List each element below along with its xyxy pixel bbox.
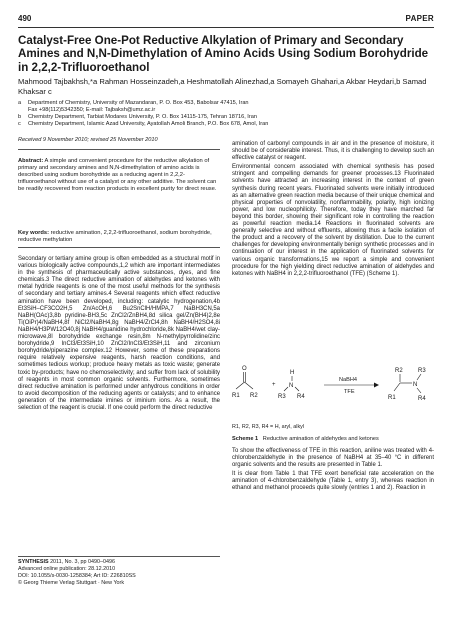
product-r3: R3: [418, 368, 426, 374]
running-header: [18, 14, 434, 26]
abstract-text: A simple and convenient procedure for the reductive alkylation of primary and secondary amines and N,N-dimethylation of amino acids is described using sodium borohydride as a reducing agent in 2,2,2-trifluoroethanol without use of a catalyst or any other additive. The solvent can be readily recovered from reaction products in excellent purity for direct reuse.: [18, 158, 217, 193]
amine-hydrogen: H: [290, 370, 295, 376]
affiliations: [18, 100, 434, 128]
c-r2-bond: [245, 382, 254, 389]
solvent-label: TFE: [344, 389, 355, 395]
keywords-label: Key words:: [18, 230, 49, 236]
r4-label: R4: [297, 394, 305, 400]
product-r1: R1: [388, 395, 396, 401]
body-left-column: [18, 256, 220, 414]
body-paragraph: amination of carbonyl compounds in air and in the presence of moisture, it should be of considerable interest. Thus, it is challenging to develop such an effective catalyst or reagent.: [232, 141, 434, 162]
scheme-caption-text: Reductive amination of aldehydes and ketones: [262, 436, 379, 442]
r-group-definition: R1, R2, R3, R4 = H, aryl, alkyl: [232, 424, 305, 430]
arrow-head: [374, 383, 379, 388]
article-title: Catalyst-Free One-Pot Reductive Alkylation of Primary and Secondary Amines and N,N-Dimethylation of Amino Acids Using Sodium Borohydride in 2,2,2-Trifluoroethanol: [18, 34, 429, 74]
scheme-graphic: [232, 360, 434, 422]
c-r1-bond: [236, 382, 245, 389]
doi-line: DOI: 10.1055/s-0030-1258384; Art ID: Z26810SS: [18, 573, 136, 580]
product-r4: R4: [418, 396, 426, 402]
journal-line: [18, 559, 220, 566]
copyright-line: © Georg Thieme Verlag Stuttgart · New York: [18, 580, 125, 587]
section-label: PAPER: [405, 14, 434, 23]
product-n-r4-bond: [417, 388, 421, 393]
journal-name: SYNTHESIS: [18, 559, 49, 565]
header-rule: [18, 27, 434, 28]
amine-nitrogen: N: [289, 383, 294, 389]
publication-footer: [18, 559, 220, 587]
product-n-r3-bond: [417, 374, 421, 380]
product-c-r1-bond: [394, 383, 400, 391]
r2-label: R2: [250, 393, 258, 399]
body-paragraph: It is clear from Table 1 that TFE exert beneficial rate acceleration on the amination of 4-chlorobenzaldehyde (Table 1, entry 3), whereas reaction in ethanol and methanol proceeds quite slowly (entries 1 and 2). Reaction in: [232, 471, 434, 492]
product-nitrogen: N: [413, 382, 418, 388]
body-paragraph: To show the effectiveness of TFE in this reaction, aniline was treated with 4-chlorobenzaldehyde in the presence of NaBH4 at 35–40 °C in different organic solvents and the results are presented in Table 1.: [232, 448, 434, 469]
affiliation-b: b Chemistry Department, Tarbiat Modares University, P. O. Box 14115-175, Tehran 18716, Iran: [18, 114, 257, 121]
reaction-scheme: [232, 360, 434, 440]
n-r3-bond: [284, 387, 288, 391]
advanced-online: Advanced online publication: 28.12.2010: [18, 566, 116, 573]
body-paragraph: Secondary or tertiary amine group is often embedded as a structural motif in various biologically active compounds,1,2 which are important intermediates in the synthesis of pharmaceutically active substances, dyes, and fine chemicals.3 The direct reductive amination of aldehydes and ketones with metal hydride reagents is one of the most useful methods for the synthesis of secondary and tertiary amines.4 Several reagents which effect reductive amination have been developed, including: catalytic hydrogenation,4b Et3SiH–CF3CO2H,5 Zn/AcOH,6 Bu2SnClH/HMPA,7 NaBH3CN,5a NaBH(OAc)3,8b pyridine-BH3,5c ZnCl2/ZnBH4,8d silica gel/Zn(BH4)2,8e Ti(OiPr)4/NaBH4,8f NiCl2/NaBH4,8g NaBH4/ZrCl4,8h NaBH4/H2SO4,8i NaBH4/H3PW12O40,8j NaBH4/guanidine hydrochloride,8k NaBH4/wet clay-microwave,8l borohydride exchange resin,8m N-methylpyrrolidine/zinc borohydride,9 InCl3/Et3SiH,10 ZnCl2/InCl3/Et3SiH,11 and zirconium borohydride/piperazine complex.12 However, some of these preparations require relatively expensive reagents, harsh reaction conditions, and sometimes tedious workup; produce heavy metals as toxic waste; generate toxic by-products; have no chemoselectivity; and suffer from lack of solubility of reagents in most common organic solvents. Furthermore, sometimes direct reductive amination is performed under anhydrous conditions in order to avoid decomposition of the reducing agents or catalysts; and to enhance generation of the intermediate imines or iminium ions. As a result, the selection of the reagent is crucial. If one could perform the direct reductive: [18, 256, 220, 411]
affiliation-c: c Chemistry Department, Islamic Azad University, Ayatollah Amoli Branch, P.O. Box 678, Amol, Iran: [18, 121, 269, 128]
author-list: Mahmood Tajbakhsh,*a Rahman Hosseinzadeh,a Heshmatollah Alinezhad,a Somayeh Ghahari,a Akbar Heydari,b Samad Khaksar c: [18, 77, 427, 96]
product-r2: R2: [395, 368, 403, 374]
abstract-label: Abstract:: [18, 158, 44, 164]
page-number: 490: [18, 14, 32, 23]
n-r4-bond: [295, 387, 299, 391]
footer-rule: [18, 556, 220, 557]
keywords-text: reductive amination, 2,2,2-trifluoroethanol, sodium borohydride, reductive methylation: [18, 230, 212, 244]
carbonyl-oxygen: O: [242, 366, 247, 372]
body-right-column-bottom: [232, 448, 434, 495]
r3-label: R3: [278, 394, 286, 400]
body-right-column-top: [232, 141, 434, 280]
received-dates: Received 9 November 2010; revised 25 November 2010: [18, 137, 158, 143]
affiliation-a: a Department of Chemistry, University of Mazandaran, P. O. Box 453, Babolsar 47415, Iran: [18, 100, 249, 106]
affiliation-contact: Fax +98(112)5342350; E-mail: Tajbaksh@umz.ac.ir: [28, 107, 156, 114]
abstract: [18, 158, 220, 193]
r1-label: R1: [232, 393, 240, 399]
plus-sign: +: [272, 382, 276, 388]
journal-volume: 2011, No. 3, pp 0490–0496: [50, 559, 116, 565]
scheme-caption-label: Scheme 1: [232, 436, 259, 442]
reagent-label: NaBH4: [339, 377, 358, 383]
body-paragraph: Environmental concern associated with chemical synthesis has posed stringent and compelling demands for greener processes.13 Fluorinated solvents have attracted an increasing interest in the context of green synthesis during recent years. Fluorinated solvents were initially introduced as an alternative green reaction media because of their unique chemical and physical properties of nonvolatility, nonflammability, polarity, high ionizing power, and low nucleophilicity. Therefore, today they have marched far beyond this border, showing their significant role in controlling the reaction as powerful reaction media.14 Reactions in fluorinated solvents are generally selective and without effluents, allowing thus a facile isolation of the product and a recovery of the solvent by distillation. Due to the current challenges for developing environmentally benign synthetic processes and in continuation of our interest in the application of fluorinated solvents for various organic transformations,15 we report a simple and convenient procedure for the high yielding direct reductive amination of aldehydes and ketones with NaBH4 in 2,2,2-trifluoroethanol (TFE) (Scheme 1).: [232, 164, 434, 277]
abstract-box: [18, 149, 220, 248]
keywords: [18, 230, 220, 244]
scheme-caption: [232, 436, 434, 442]
